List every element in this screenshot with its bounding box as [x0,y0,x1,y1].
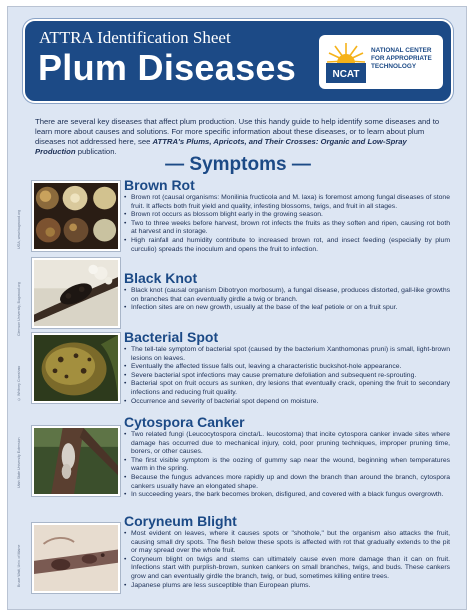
symptom-item: • Two related fungi (Leucocytospora cincta/L. leucostoma) that incite cytospora canker invade sites where damage has occurred due to mechanical injury, cold, poor pruning techniques, improper pruning time, borers, or other causes. [124,431,450,457]
disease-name: Coryneum Blight [124,513,237,529]
bacterial-spot-photo [32,333,120,403]
symptom-item: • Brown rot (causal organisms: Monilinia fructicola and M. laxa) is foremost among fungal diseases of stone fruit. It affects both fruit yield and quality, infesting blossoms, twigs, and fruit in all stages. [124,194,450,211]
symptom-item: • The tell-tale symptom of bacterial spot (caused by the bacterium Xanthomonas pruni) is small, light-brown lesions on leaves. [124,346,450,363]
logo-name: NCAT [332,69,360,80]
symptom-item: • Japanese plums are less susceptible than European plums. [124,582,450,591]
photo-credit: © Whitney Cranshaw [17,365,21,401]
symptom-item: • Black knot (causal organism Dibotryon morbosum), a fungal disease, produces distorted, gall-like growths on branches that can eventually girdle a twig or branch. [124,287,450,304]
symptom-item: • Bacterial spot on fruit occurs as sunken, dry lesions that eventually crack, opening the fruit to secondary infections and reducing fruit quality. [124,380,450,397]
disease-name: Bacterial Spot [124,329,219,345]
symptom-list [124,287,450,313]
symptom-list [124,346,450,406]
page-title: Plum Diseases [38,47,297,88]
symptom-item: • Brown rot occurs as blossom blight early in the growing season. [124,211,450,220]
photo-credit: Bruce Watt, Univ. of Maine [17,544,21,587]
black-knot-photo [32,258,120,328]
symptom-item: • Eventually the affected tissue falls out, leaving a characteristic buckshot-hole appearance. [124,363,450,372]
ncat-logo[interactable] [319,35,443,89]
symptom-item: • Occurrence and severity of bacterial spot depend on moisture. [124,398,450,407]
disease-name: Black Knot [124,270,198,286]
symptom-item: • Because the fungus advances more rapidly up and down the branch than around the branch, cytospora cankers usually have an elongated shape. [124,474,450,491]
sheet-kicker: ATTRA Identification Sheet [39,28,231,47]
symptom-item: • Most evident on leaves, where it causes spots or "shothole," but the organism also attacks the fruit, causing small dry spots. The flesh below these spots is affected with rot that gradually extends to the pit or may spread over the whole fruit. [124,530,450,556]
photo-credit: UGA, www.bugwood.org [17,209,21,249]
symptom-item: • High rainfall and humidity contribute to increased brown rot, and insect feeding (especially by plum curculio) spreads the inoculum and opens the fruit to infection. [124,237,450,254]
ncat-sun-icon [326,41,366,83]
symptom-item: • The first visible symptom is the oozing of gummy sap near the wound, beginning when temperatures warm in the spring. [124,457,450,474]
attra-publication-link[interactable]: ATTRA's Plums, Apricots, and Their Crosses: Organic and Low-Spray Production [35,137,407,156]
symptom-list [124,431,450,500]
disease-name: Brown Rot [124,177,195,193]
symptom-item: • Severe bacterial spot infections may cause premature defoliation and subsequent re-sprouting. [124,372,450,381]
symptom-item: • Two to three weeks before harvest, brown rot infects the fruits as they soften and ripen, causing rot both at harvest and in storage. [124,220,450,237]
intro-paragraph: There are several key diseases that affect plum production. Use this handy guide to help identify some diseases and to learn more about causes and solutions. For more specific information about these diseases, or to learn about plum diseases not addressed here, see ATTRA's Plums, Apricots, and Their Crosses: Organic and Low-Spray Production publication. [35,117,440,156]
identification-sheet [7,6,467,610]
symptom-item: • Infection sites are on new growth, usually at the base of the leaf petiole or on a fruit spur. [124,304,450,313]
symptom-list [124,194,450,254]
cytospora-canker-photo [32,426,120,496]
coryneum-blight-photo [32,523,120,593]
photo-credit: Clemson University, Bugwood.org [17,282,21,336]
symptom-list [124,530,450,590]
photo-credit: Utah State University Extension [17,437,21,488]
symptom-item: • Coryneum blight on twigs and stems can ultimately cause even more damage than it can on fruit. Infections start with purplish-brown, sunken cankers on small branches, twigs, and buds. These cankers grow and can eventually girdle the branch, twig, or bud, sometimes killing entire trees. [124,556,450,582]
brown-rot-photo [32,181,120,251]
disease-name: Cytospora Canker [124,414,245,430]
section-title: — Symptoms — [165,154,311,175]
header-banner [23,19,453,103]
logo-fullname: NATIONAL CENTER FOR APPROPRIATE TECHNOLOGY [371,47,432,70]
symptom-item: • In succeeding years, the bark becomes broken, disfigured, and covered with a black fungus overgrowth. [124,491,450,500]
